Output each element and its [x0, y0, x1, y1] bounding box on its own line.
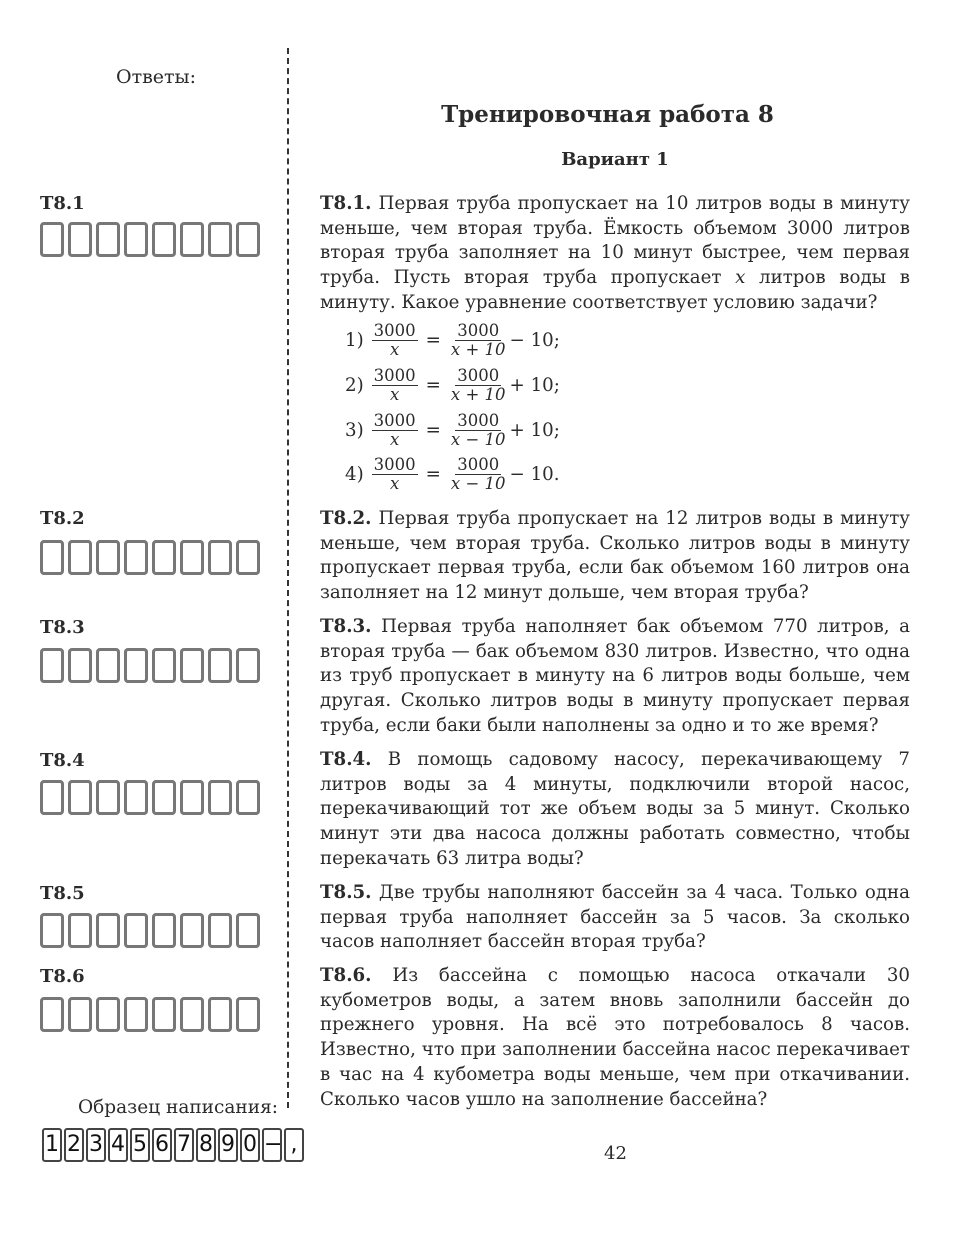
answer-cell[interactable] — [40, 913, 64, 948]
fraction-left: $\frac{3000}{x}$ — [373, 365, 416, 404]
answer-cell[interactable] — [96, 222, 120, 257]
answer-cell[interactable] — [236, 648, 260, 683]
answer-cell[interactable] — [152, 913, 176, 948]
page-title: Тренировочная работа 8 — [441, 101, 774, 128]
answer-cell[interactable] — [96, 997, 120, 1032]
fraction-left: $\frac{3000}{x}$ — [373, 454, 416, 493]
fraction-right: $\frac{3000}{x + 10}$ — [450, 365, 506, 404]
answer-cell[interactable] — [124, 540, 148, 575]
option-number: 4) — [345, 463, 364, 485]
answer-cell[interactable] — [208, 780, 232, 815]
answer-cell[interactable] — [236, 997, 260, 1032]
task-id: T8.1. — [320, 193, 372, 214]
task-text: Первая труба пропускает на 12 литров воды в минуту меньше, чем вторая труба. Сколько литров воды в минуту пропускает первая труба, если бак объемом 160 литров она заполняет на 12 минут дольше, чем вторая труба? — [320, 508, 910, 604]
answer-boxes-t8-2[interactable] — [40, 540, 264, 575]
task-id: T8.5. — [320, 882, 372, 903]
fraction-right: $\frac{3000}{x - 10}$ — [450, 410, 506, 449]
answer-cell[interactable] — [124, 913, 148, 948]
task-t8-1 — [320, 192, 910, 316]
option-number: 2) — [345, 374, 364, 396]
answers-label: Ответы: — [116, 66, 197, 88]
answer-cell[interactable] — [208, 997, 232, 1032]
answer-cell[interactable] — [68, 913, 92, 948]
option-1 — [345, 320, 560, 360]
option-tail: − 10; — [509, 329, 560, 351]
answer-cell[interactable] — [208, 540, 232, 575]
option-number: 3) — [345, 419, 364, 441]
answer-cell[interactable] — [152, 780, 176, 815]
option-tail: + 10; — [509, 419, 560, 441]
answer-boxes-t8-5[interactable] — [40, 913, 264, 948]
task-text-cont: литров воды в минуту. Какое уравнение соответствует условию задачи? — [320, 267, 911, 313]
option-2 — [345, 365, 560, 405]
sample-char: 8 — [196, 1128, 216, 1162]
answer-cell[interactable] — [152, 648, 176, 683]
answer-cell[interactable] — [180, 997, 204, 1032]
answer-cell[interactable] — [40, 780, 64, 815]
answer-boxes-t8-3[interactable] — [40, 648, 264, 683]
answer-cell[interactable] — [236, 913, 260, 948]
answer-cell[interactable] — [236, 540, 260, 575]
task-t8-2 — [320, 507, 910, 606]
answer-cell[interactable] — [236, 222, 260, 257]
task-text: Первая труба пропускает на 10 литров воды в минуту меньше, чем вторая труба. Ёмкость объемом 3000 литров вторая труба заполняет на 10 минут быстрее, чем первая труба. Пусть вторая труба пропускает — [320, 193, 910, 289]
cut-line-divider — [287, 48, 289, 1108]
fraction-left: $\frac{3000}{x}$ — [373, 320, 416, 359]
fraction-right: $\frac{3000}{x - 10}$ — [450, 454, 506, 493]
task-text: Две трубы наполняют бассейн за 4 часа. Только одна первая труба наполняет бассейн за 5 часов. За сколько часов наполняет бассейн вторая труба? — [320, 882, 910, 953]
answer-cell[interactable] — [180, 648, 204, 683]
answer-cell[interactable] — [152, 997, 176, 1032]
answer-cell[interactable] — [208, 222, 232, 257]
answer-label-t8-6: T8.6 — [40, 966, 85, 987]
sample-char: − — [262, 1128, 282, 1162]
answer-cell[interactable] — [124, 780, 148, 815]
task-t8-4 — [320, 748, 910, 872]
sample-char: 2 — [64, 1128, 84, 1162]
sample-char: 3 — [86, 1128, 106, 1162]
task-text: Первая труба наполняет бак объемом 770 литров, а вторая труба — бак объемом 830 литров. Известно, что одна из труб пропускает в минуту на 6 литров воды больше, чем другая. Сколько литров воды в минуту пропускает первая труба, если баки были наполнены за одно и то же время? — [320, 616, 910, 736]
answer-cell[interactable] — [152, 540, 176, 575]
sample-char: , — [284, 1128, 304, 1162]
answer-cell[interactable] — [68, 540, 92, 575]
answer-label-t8-5: T8.5 — [40, 883, 85, 904]
task-t8-3 — [320, 615, 910, 739]
sample-char: 9 — [218, 1128, 238, 1162]
answer-cell[interactable] — [180, 913, 204, 948]
sample-char: 4 — [108, 1128, 128, 1162]
answer-cell[interactable] — [180, 780, 204, 815]
sample-writing-row — [42, 1128, 306, 1162]
answer-boxes-t8-4[interactable] — [40, 780, 264, 815]
task-text: Из бассейна с помощью насоса откачали 30 кубометров воды, а затем вновь заполнили бассейн до прежнего уровня. На всё это потребовалось 8 часов. Известно, что при заполнении бассейна насос перекачивает в час на 4 кубометра воды меньше, чем при откачивании. Сколько часов ушло на заполнение бассейна? — [320, 965, 910, 1110]
answer-cell[interactable] — [40, 540, 64, 575]
answer-boxes-t8-1[interactable] — [40, 222, 264, 257]
sample-char: 7 — [174, 1128, 194, 1162]
answer-label-t8-4: T8.4 — [40, 750, 85, 771]
answer-cell[interactable] — [152, 222, 176, 257]
answer-cell[interactable] — [68, 780, 92, 815]
equals-sign: = — [425, 463, 441, 485]
answer-cell[interactable] — [180, 222, 204, 257]
equals-sign: = — [425, 329, 441, 351]
equals-sign: = — [425, 419, 441, 441]
equals-sign: = — [425, 374, 441, 396]
answer-cell[interactable] — [124, 222, 148, 257]
sample-char: 6 — [152, 1128, 172, 1162]
answer-cell[interactable] — [40, 648, 64, 683]
answer-cell[interactable] — [68, 222, 92, 257]
answer-cell[interactable] — [40, 997, 64, 1032]
fraction-right: $\frac{3000}{x + 10}$ — [450, 320, 506, 359]
sample-char: 5 — [130, 1128, 150, 1162]
answer-label-t8-3: T8.3 — [40, 617, 85, 638]
answer-cell[interactable] — [40, 222, 64, 257]
option-3 — [345, 410, 560, 450]
answer-cell[interactable] — [68, 997, 92, 1032]
page-number: 42 — [604, 1143, 627, 1164]
sample-label: Образец написания: — [78, 1097, 278, 1118]
answer-cell[interactable] — [208, 648, 232, 683]
task-id: T8.6. — [320, 965, 372, 986]
sample-char: 1 — [42, 1128, 62, 1162]
answer-cell[interactable] — [208, 913, 232, 948]
answer-cell[interactable] — [96, 540, 120, 575]
answer-cell[interactable] — [180, 540, 204, 575]
task-variable: x — [735, 267, 746, 289]
answer-cell[interactable] — [124, 648, 148, 683]
answer-boxes-t8-6[interactable] — [40, 997, 264, 1032]
answer-cell[interactable] — [68, 648, 92, 683]
answer-label-t8-2: T8.2 — [40, 508, 85, 529]
answer-cell[interactable] — [96, 913, 120, 948]
answer-cell[interactable] — [96, 780, 120, 815]
answer-cell[interactable] — [96, 648, 120, 683]
answer-label-t8-1: T8.1 — [40, 193, 85, 214]
option-number: 1) — [345, 329, 364, 351]
option-tail: + 10; — [509, 374, 560, 396]
option-tail: − 10. — [509, 463, 560, 485]
task-id: T8.4. — [320, 749, 372, 770]
task-id: T8.3. — [320, 616, 372, 637]
task-text: В помощь садовому насосу, перекачивающему 7 литров воды за 4 минуты, подключили второй насос, перекачивающий тот же объем воды за 5 минут. Сколько минут эти два насоса должны работать совместно, чтобы перекачать 63 литра воды? — [320, 749, 910, 869]
answer-cell[interactable] — [124, 997, 148, 1032]
task-t8-5 — [320, 881, 910, 955]
sample-char: 0 — [240, 1128, 260, 1162]
task-t8-6 — [320, 964, 910, 1112]
variant-heading: Вариант 1 — [561, 149, 669, 170]
fraction-left: $\frac{3000}{x}$ — [373, 410, 416, 449]
answer-cell[interactable] — [236, 780, 260, 815]
option-4 — [345, 454, 560, 494]
task-id: T8.2. — [320, 508, 372, 529]
